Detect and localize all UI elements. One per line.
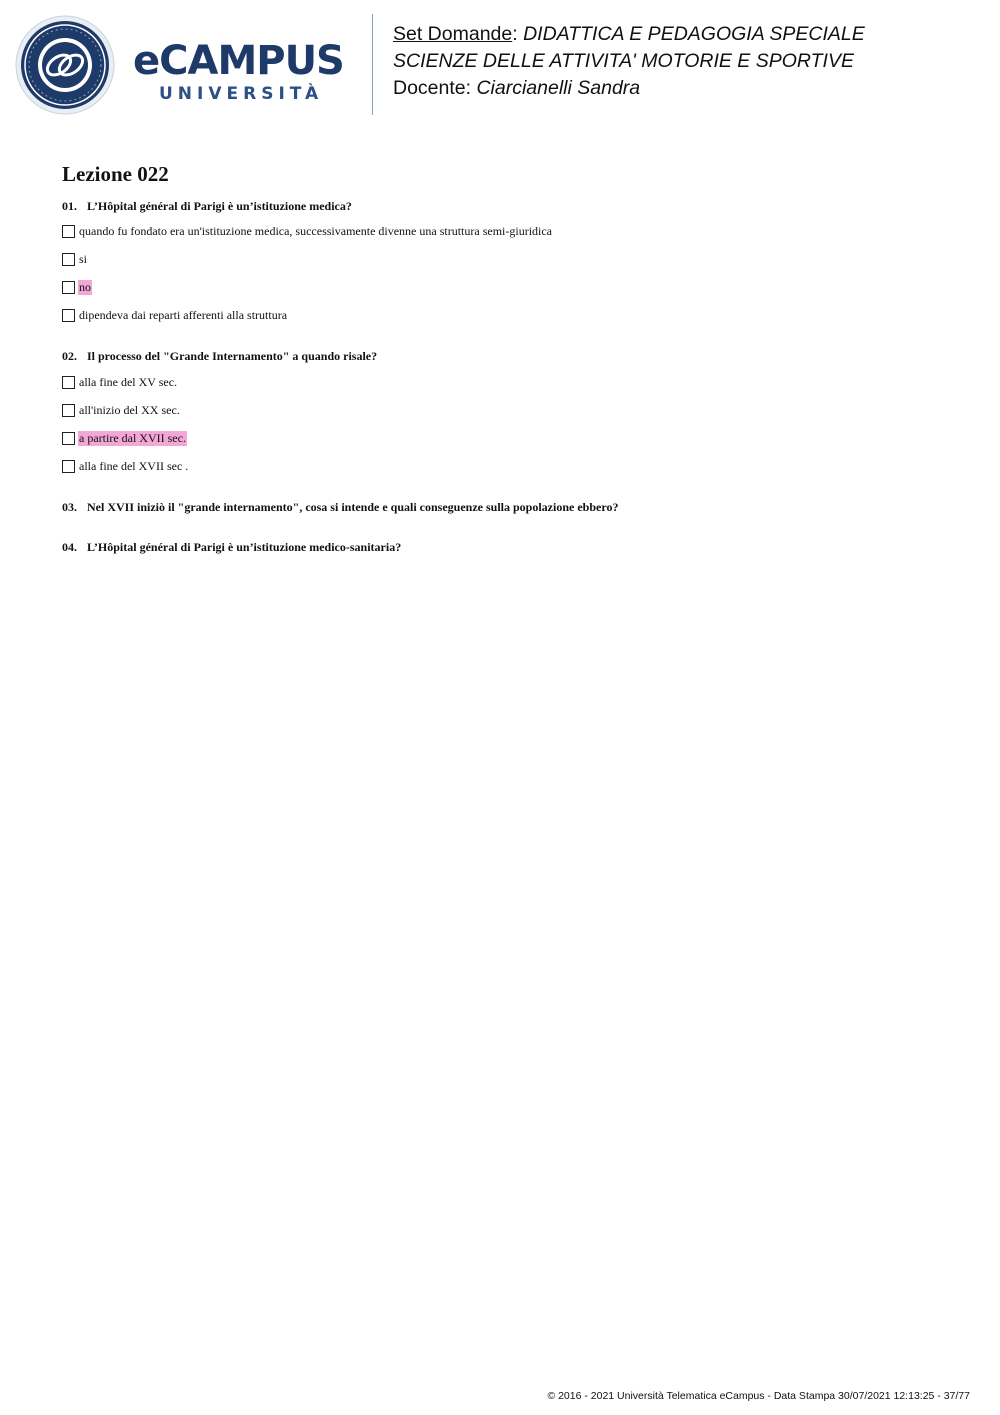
answer-option[interactable] (62, 402, 181, 419)
answer-option[interactable] (62, 374, 178, 391)
answer-option[interactable] (62, 279, 92, 296)
question-number: 01. (62, 199, 77, 213)
answer-option[interactable] (62, 251, 88, 268)
checkbox-icon[interactable] (62, 404, 75, 417)
checkbox-icon[interactable] (62, 253, 75, 266)
brand-subtitle: UNIVERSITÀ (159, 84, 324, 104)
answer-text: all'inizio del XX sec. (79, 403, 180, 417)
checkbox-icon[interactable] (62, 376, 75, 389)
answer-option[interactable] (62, 430, 187, 447)
teacher-name: Ciarcianelli Sandra (476, 77, 641, 99)
question-02 (62, 348, 377, 364)
answer-option[interactable] (62, 458, 189, 475)
header-divider (372, 14, 373, 115)
checkbox-icon[interactable] (62, 460, 75, 473)
answer-text-highlighted: a partire dal XVII sec. (79, 431, 186, 445)
set-line (393, 21, 865, 48)
question-text: Nel XVII iniziò il "grande internamento", cosa si intende e quali conseguenze sulla popolazione ebbero? (87, 500, 619, 514)
checkbox-icon[interactable] (62, 225, 75, 238)
checkbox-icon[interactable] (62, 309, 75, 322)
question-number: 03. (62, 500, 77, 514)
question-text: L’Hôpital général di Parigi è un’istituzione medico-sanitaria? (87, 540, 402, 554)
teacher-line (393, 75, 865, 102)
checkbox-icon[interactable] (62, 432, 75, 445)
answer-option[interactable] (62, 223, 553, 240)
question-text: L’Hôpital général di Parigi è un’istituzione medica? (87, 199, 352, 213)
set-title: DIDATTICA E PEDAGOGIA SPECIALE (523, 23, 865, 45)
question-text: Il processo del "Grande Internamento" a quando risale? (87, 349, 378, 363)
question-04 (62, 539, 401, 555)
brand-name: eCAMPUS (133, 38, 344, 84)
answer-text: alla fine del XVII sec . (79, 459, 189, 473)
course-name: SCIENZE DELLE ATTIVITA' MOTORIE E SPORTIVE (393, 50, 854, 72)
page-footer: © 2016 - 2021 Università Telematica eCampus - Data Stampa 30/07/2021 12:13:25 - 37/77 (547, 1390, 970, 1402)
answer-option[interactable] (62, 307, 288, 324)
answer-text: quando fu fondato era un'istituzione medica, successivamente divenne una struttura semi-giuridica (79, 224, 553, 238)
answer-text: alla fine del XV sec. (79, 375, 178, 389)
lesson-title: Lezione 022 (62, 162, 169, 186)
set-label: Set Domande (393, 23, 513, 45)
set-separator: : (512, 23, 524, 45)
answer-text: dipendeva dai reparti afferenti alla struttura (79, 308, 288, 322)
header-info (393, 21, 865, 102)
question-number: 02. (62, 349, 77, 363)
ecampus-seal-icon (15, 15, 115, 115)
answer-text-highlighted: no (79, 280, 91, 294)
ecampus-wordmark (133, 38, 358, 104)
answer-text: si (79, 252, 88, 266)
question-01 (62, 198, 352, 214)
checkbox-icon[interactable] (62, 281, 75, 294)
question-number: 04. (62, 540, 77, 554)
teacher-label: Docente: (393, 77, 477, 99)
question-03 (62, 499, 618, 515)
